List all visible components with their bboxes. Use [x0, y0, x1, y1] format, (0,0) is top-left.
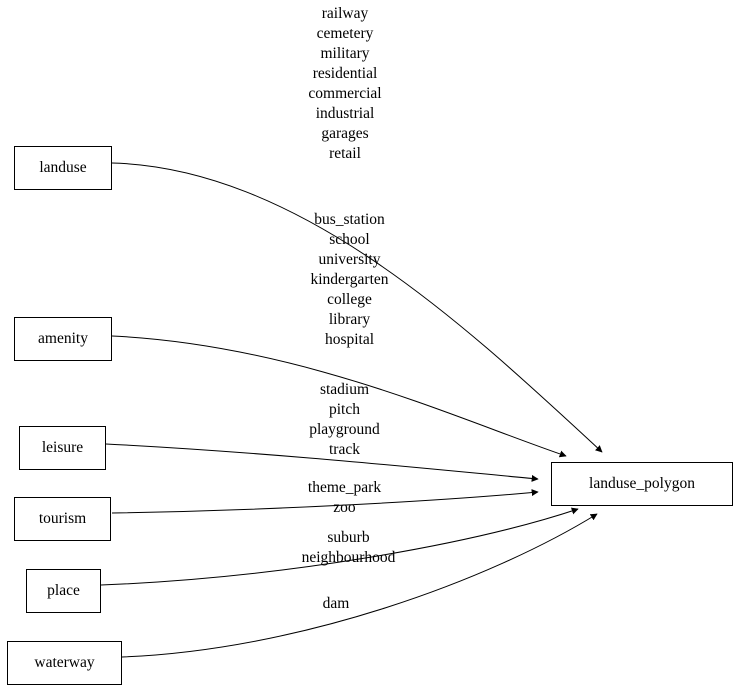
edge-label: suburb: [327, 529, 370, 546]
edge-label: commercial: [308, 85, 382, 102]
edge-label: library: [328, 311, 371, 328]
node-landuse-polygon-label: landuse_polygon: [589, 475, 695, 492]
edge-label: playground: [309, 421, 380, 438]
edge-label: kindergarten: [310, 271, 389, 288]
node-tourism[interactable]: [14, 497, 111, 541]
node-place[interactable]: [26, 569, 101, 613]
edge-labels-amenity: [231, 210, 468, 350]
edge-label: residential: [312, 65, 378, 82]
edge-label: zoo: [333, 499, 356, 516]
edge-label: track: [329, 441, 360, 458]
edge-label: industrial: [315, 105, 375, 122]
edge-labels-place: [222, 528, 475, 568]
node-waterway[interactable]: [7, 641, 122, 685]
edge-label: hospital: [324, 331, 375, 348]
node-amenity[interactable]: [14, 317, 112, 361]
edge-labels-waterway: [241, 594, 431, 614]
edge-label: college: [327, 291, 372, 308]
edge-label: military: [320, 45, 370, 62]
node-place-label: place: [47, 582, 80, 599]
edge-labels-leisure: [231, 380, 458, 460]
edge-label: school: [329, 231, 370, 248]
edge-label: university: [318, 251, 381, 268]
node-landuse-polygon[interactable]: [551, 462, 733, 506]
edge-label: pitch: [329, 401, 360, 418]
edge-label: dam: [322, 595, 350, 612]
edge-label: bus_station: [314, 211, 385, 228]
node-leisure-label: leisure: [41, 439, 84, 456]
edge-label: retail: [329, 145, 361, 162]
edge-label: railway: [321, 5, 369, 22]
edge-label: neighbourhood: [301, 549, 396, 566]
node-tourism-label: tourism: [38, 510, 87, 527]
node-leisure[interactable]: [19, 426, 106, 470]
edge-label: theme_park: [307, 479, 382, 496]
node-amenity-label: amenity: [38, 330, 88, 347]
edge-label: garages: [321, 125, 369, 142]
node-waterway-label: waterway: [34, 654, 95, 671]
edge-labels-landuse: [238, 4, 452, 164]
edge-label: cemetery: [316, 25, 374, 42]
node-landuse[interactable]: [14, 146, 112, 190]
edge-labels-tourism: [231, 478, 458, 518]
node-landuse-label: landuse: [39, 159, 87, 176]
edge-label: stadium: [319, 381, 370, 398]
